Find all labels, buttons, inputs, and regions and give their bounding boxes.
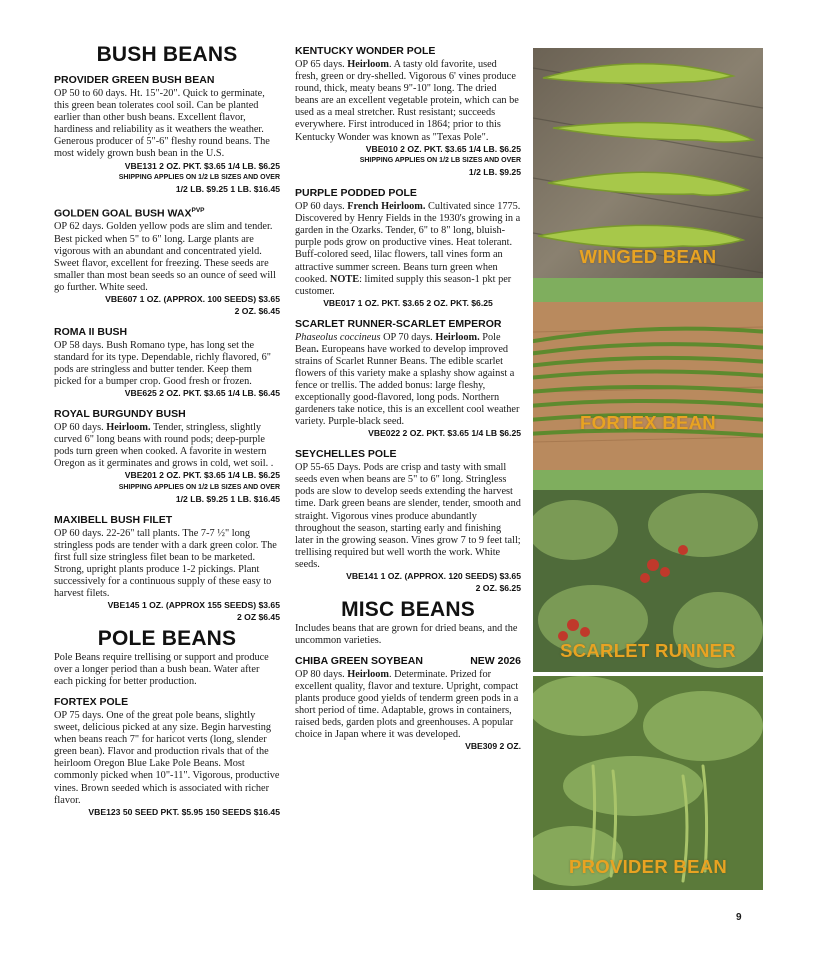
misc-beans-intro: Includes beans that are grown for dried beans, and the uncommon varieties. [295,622,518,646]
item-title: ROYAL BURGUNDY BUSH [54,407,186,420]
item-title: FORTEX POLE [54,695,129,708]
item-price: 2 OZ $6.45 [237,611,280,622]
photo-divider [533,470,763,490]
photo-divider [533,278,763,302]
middle-column [295,45,521,753]
item-description: OP 65 days. Heirloom. A tasty old favorite, used fresh, green or dry-shelled. Vigorous 6' vines produce round, thick, meaty beans 9"-10" long. The dried beans are an excellent vegetable protein, which can be used as a meal stretcher. Rust resistant; succeeds everywhere. First introduced in 1864; prior to this Kentucky Wonder was known as "Texas Pole". [295,59,519,143]
pvp-badge: PVP [191,206,205,214]
misc-beans-heading: MISC BEANS [341,597,475,621]
winged-bean-image [533,48,763,278]
golden-goal-item [54,204,280,318]
scarlet-runner-caption: SCARLET RUNNER [560,640,736,661]
shipping-note: SHIPPING APPLIES ON 1/2 LB SIZES AND OVER [118,483,280,491]
shipping-note: SHIPPING APPLIES ON 1/2 LB SIZES AND OVER [359,157,521,165]
item-price: 2 OZ. $6.25 [475,582,521,593]
pole-beans-intro: Pole Beans require trellising or support and produce over a longer period than a bush bean. Water after each picking for better production. [54,651,269,687]
scarlet-runner-item [295,318,521,441]
item-description: OP 60 days. French Heirloom. Cultivated since 1775. Discovered by Henry Fields in the 1930's growing in a garden in the Ozarks. Tender, 6" to 8" long, bluish-purple pods grow on productive vines. Heat tolerant. Buff-colored seed, lilac flowers, tall vines form an attractive summer screen. Beans turn green when cooked. NOTE: limited supply this season-1 pkt per customer. [295,201,521,297]
seychelles-item [295,448,521,594]
item-price: VBE201 2 OZ. PKT. $3.65 1/4 LB. $6.25 [124,470,280,481]
item-title: PROVIDER GREEN BUSH BEAN [54,74,215,86]
item-description: OP 62 days. Golden yellow pods are slim and tender. Best picked when 5" to 6" long. Large plants are vigorous with an abundant and concentrated yield. Sweet flavor, excellent for freezing. These seeds are smaller than most bean seeds so an ounce of seed will go further. White seed. [54,221,276,293]
item-description: OP 75 days. One of the great pole beans, slightly sweet, delicious picked at any size. Begin harvesting when beans reach 7" for haricot verts (long, slender green bean). Flavor and production rivals that of the heirloom Oregon Blue Lake Pole Beans. Most commonly picked when 10"-11". Vigorous, productive vines. Brown seeded which is associated with richer flavor. [54,709,280,806]
maxibell-item [54,514,280,624]
fortex-bean-image [533,302,763,470]
fortex-bean-caption: FORTEX BEAN [580,412,716,433]
provider-bean-photo [533,676,763,890]
roma-item [54,326,280,400]
pole-beans-heading: POLE BEANS [97,626,237,650]
page-number: 9 [736,912,742,923]
item-description: OP 58 days. Bush Romano type, has long set the standard for its type. Dependable, richly flavored, 6" pods are stringless and butter tender. Keep them picked for a bumper crop. Good fresh or frozen. [54,339,271,387]
item-price: VBE625 2 OZ. PKT. $3.65 1/4 LB. $6.45 [124,387,280,398]
left-column [54,42,280,819]
new-badge: NEW 2026 [470,654,521,667]
item-price: 1/2 LB. $9.25 1 LB. $16.45 [175,184,280,195]
item-price: VBE010 2 OZ. PKT. $3.65 1/4 LB. $6.25 [365,143,521,154]
provider-bean-caption: PROVIDER BEAN [568,856,728,877]
item-description: OP 60 days. 22-26" tall plants. The 7-7 ½" long stringless pods are tender with a dark green color. The first full size stringless filet bean to be marketed. Strong, upright plants produce 1-2 pickings. Plant successively for a continuous supply of these easy to harvest filets. [54,527,277,600]
bush-beans-heading: BUSH BEANS [96,43,238,66]
item-price: 1/2 LB. $9.25 1 LB. $16.45 [175,493,280,504]
royal-burgundy-item [54,408,280,506]
item-price: 1/2 LB. $9.25 [468,167,521,178]
item-title: MAXIBELL BUSH FILET [54,513,173,526]
purple-podded-item [295,187,521,310]
item-description: OP 60 days. Heirloom. Tender, stringless, slightly curved 6" long beans with round pods; deep-purple pods turn green when cooked. A favorite in western Oregon as it germinates and grows in cold, wet soil. . [54,421,274,470]
item-title: PURPLE PODDED POLE [295,187,417,200]
item-price: VBE309 2 OZ. [465,741,521,752]
item-price: 2 OZ. $6.45 [234,305,280,316]
provider-green-bush-bean-item [54,74,280,196]
item-price: VBE123 50 SEED PKT. $5.95 150 SEEDS $16.45 [88,806,280,817]
item-title: KENTUCKY WONDER POLE [295,45,436,57]
scarlet-runner-photo [533,490,763,672]
item-description: OP 50 to 60 days. Ht. 15"-20". Quick to germinate, this green bean tolerates cool soil. Can be planted earlier than other bush beans. Excellent flavor, hardiness and reliability as it weathers the weather. Generous producer of 5"-6" fleshy round beans. The most widely grown bush bean in the U.S. [54,88,270,160]
fortex-pole-item [54,696,280,819]
item-title: GOLDEN GOAL BUSH $WAX^{PVP}$ [54,206,205,220]
item-description: OP 55-65 Days. Pods are crisp and tasty with small seeds even when beans are 5" to 6" long. Stringless pods are slow to develop seeds extending the harvest time. Dark green beans are slender, tender, smooth and straight. Vigorous vines produce abundantly throughout the season, starting early and finishing later in the growing season. Vines grow 7 to 9 feet tall; trellising required but well worth the work. White seeds. [295,462,521,570]
item-title: SCARLET RUNNER-SCARLET EMPEROR [295,317,502,330]
item-title: ROMA II BUSH [54,325,128,338]
item-price: VBE017 1 OZ. PKT. $3.65 2 OZ. PKT. $6.25 [323,297,493,308]
winged-bean-photo [533,48,763,278]
kentucky-wonder-item [295,45,521,179]
item-title: CHIBA GREEN SOYBEAN NEW 2026 [295,654,521,667]
item-price: VBE131 2 OZ. PKT. $3.65 1/4 LB. $6.25 [124,160,280,171]
shipping-note: SHIPPING APPLIES ON 1/2 LB SIZES AND OVER [118,174,280,182]
item-price: VBE022 2 OZ. PKT. $3.65 1/4 LB $6.25 [368,428,521,439]
item-description: Phaseolus coccineus OP 70 days. Heirloom. Pole Bean. Europeans have worked to develop improved strains of Scarlet Runner Beans. The edible scarlet flowers of this variety make a splashy show against a fence or trellis. The added bonus: large fleshy, exceptionally good-flavored, long pods. Northern gardeners take notice, this is an excellent cool weather variety. Purple-black seed. [295,331,520,428]
chiba-soybean-item [295,655,521,753]
photo-column [533,48,763,890]
fortex-bean-photo [533,302,763,470]
item-price: VBE141 1 OZ. (APPROX. 120 SEEDS) $3.65 [346,570,521,581]
item-price: VBE145 1 OZ. (APPROX 155 SEEDS) $3.65 [107,600,280,611]
item-description: OP 80 days. Heirloom. Determinate. Prized for excellent quality, flavor and texture. Upright, compact plants produce good yields of tenderm green pods in a short period of time. Adaptable, grows in containers, raised beds, garden plots and greenhouses. A popular choice in Japan where it was developed. [295,668,519,741]
winged-bean-caption: WINGED BEAN [579,246,717,267]
item-title: SEYCHELLES POLE [295,448,397,461]
item-price: VBE607 1 OZ. (APPROX. 100 SEEDS) $3.65 [105,294,280,305]
